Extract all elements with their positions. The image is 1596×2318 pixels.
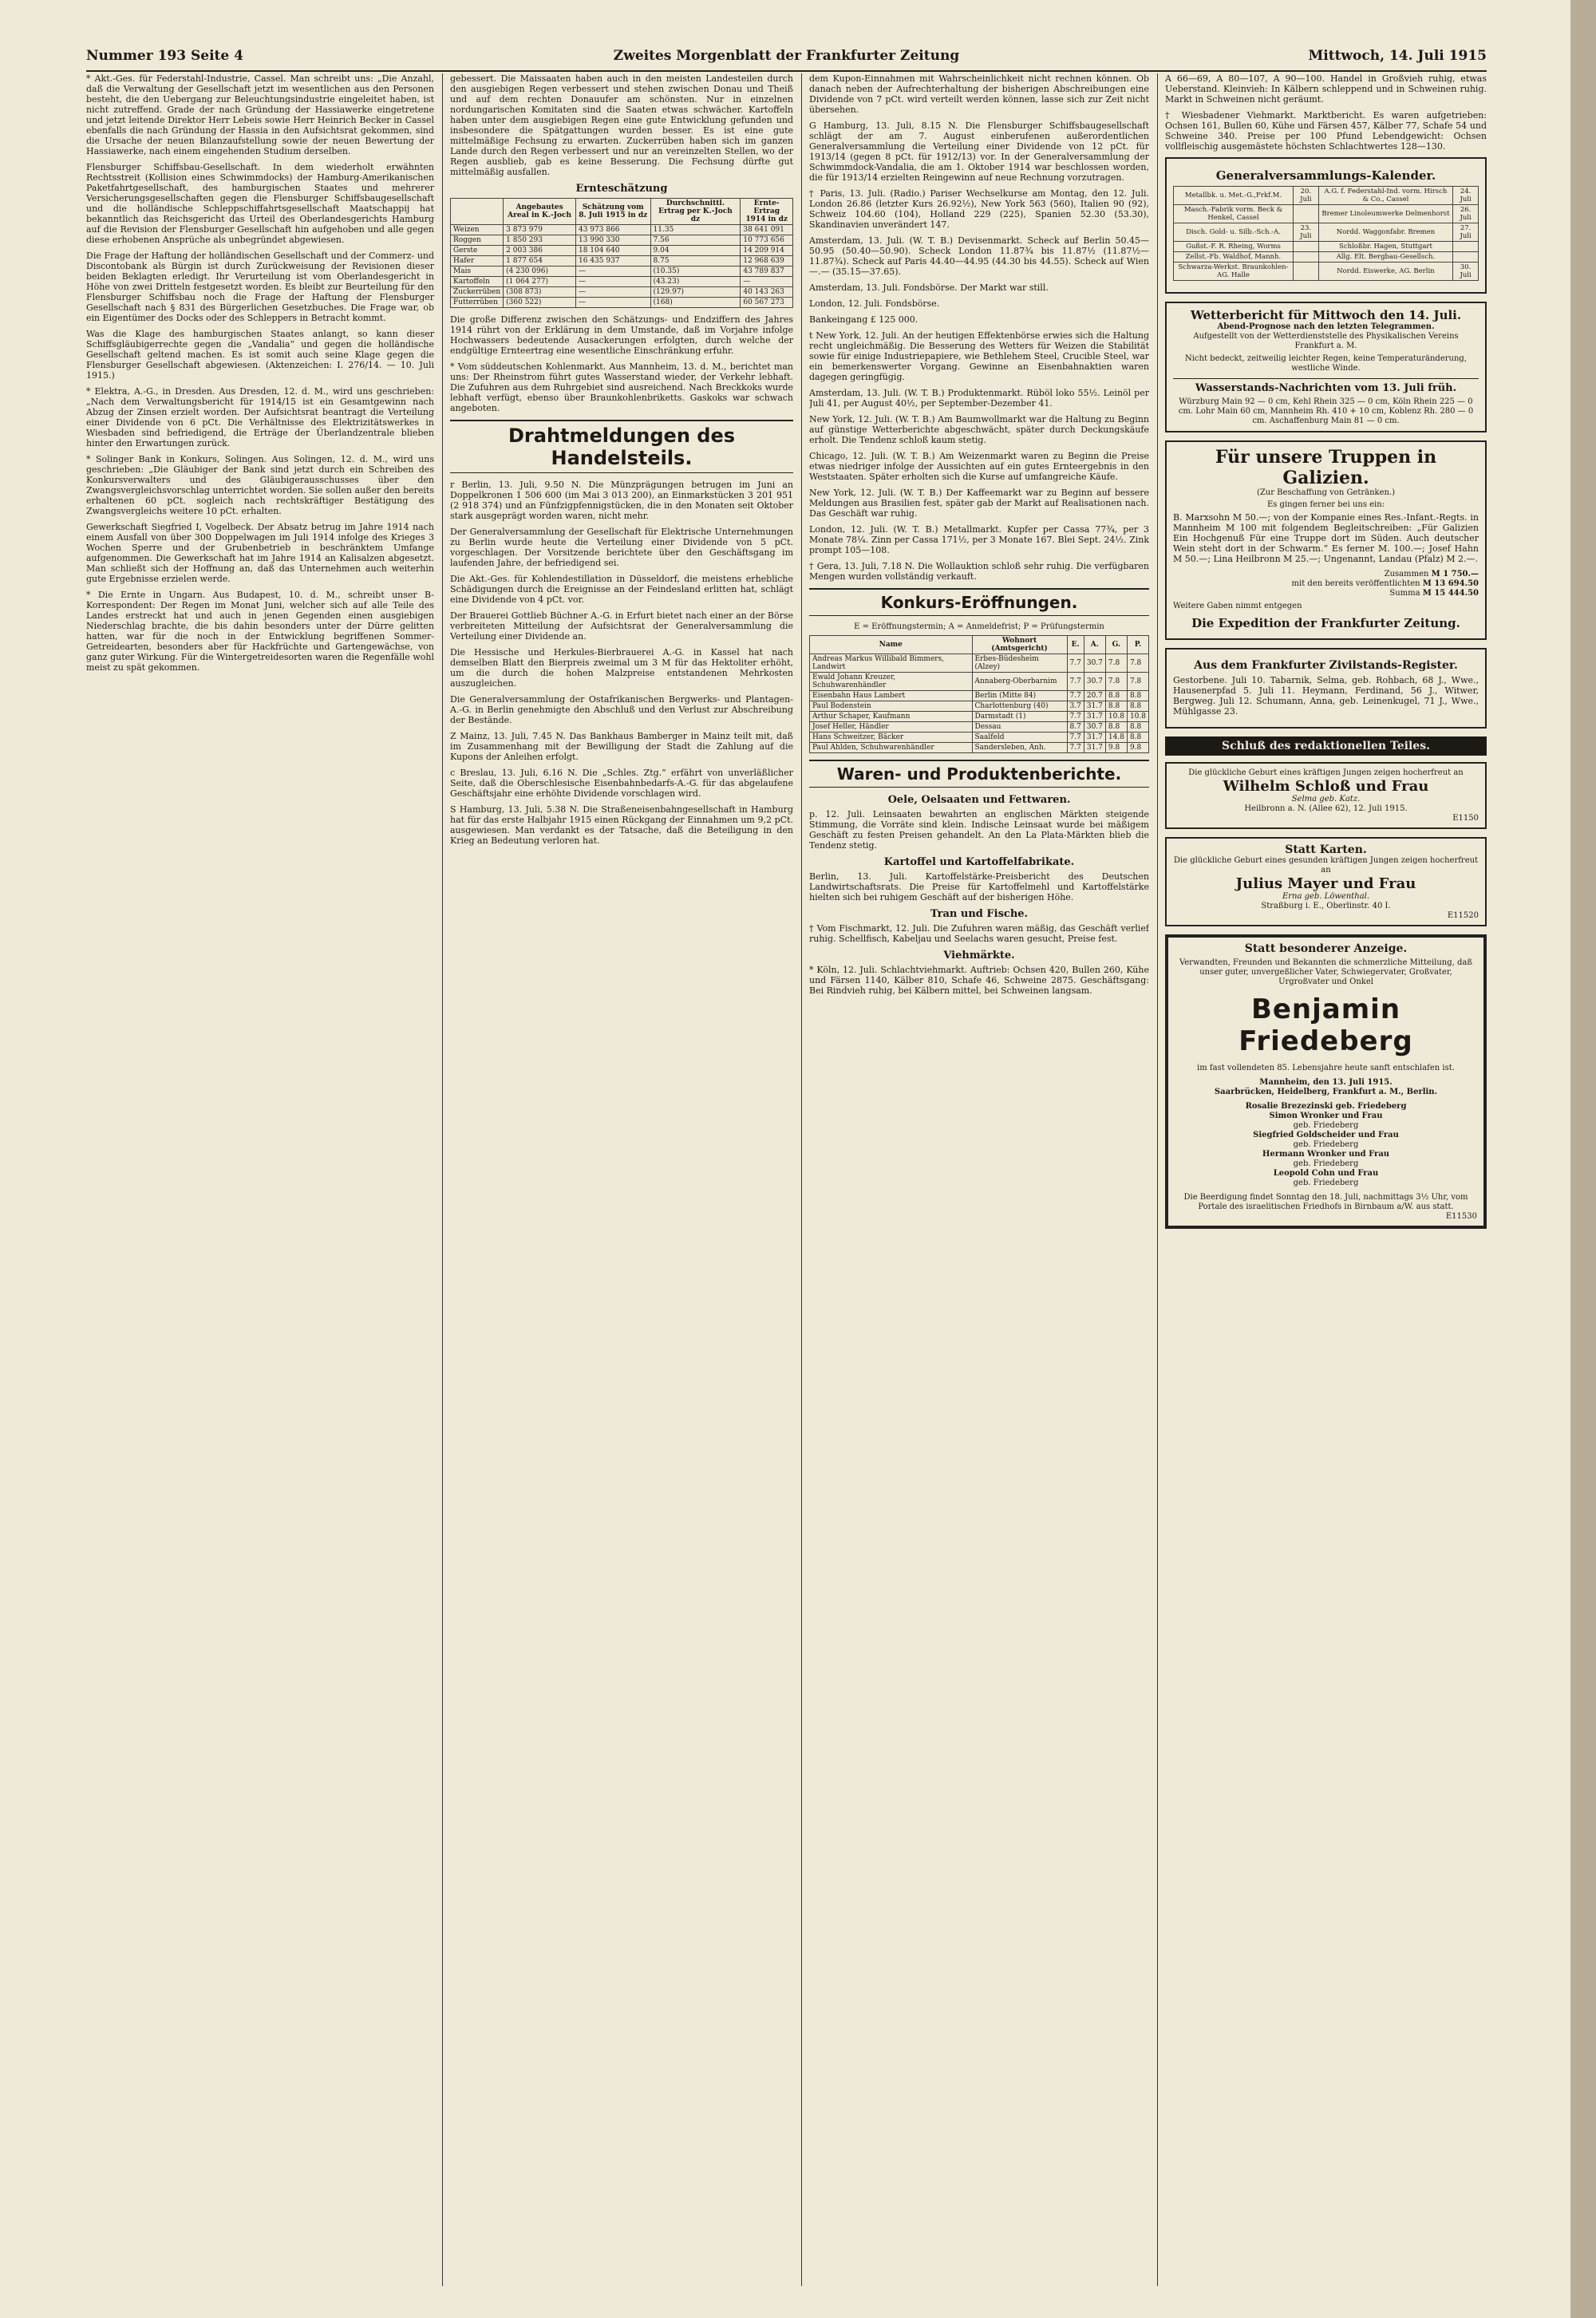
konkurs-legend: E = Eröffnungstermin; A = Anmeldefrist; P = Prüfungstermin: [854, 622, 1104, 631]
table-cell: 7.7: [1067, 691, 1084, 701]
column-rule: [442, 73, 443, 2286]
harvest-table-title: Ernteschätzung: [575, 183, 668, 195]
table-cell: 11.35: [650, 225, 741, 235]
table-row: [810, 733, 1149, 743]
gv-calendar-table: [1173, 186, 1479, 281]
table-row: [1174, 242, 1479, 252]
column-rule: [801, 73, 802, 2286]
wire-bankeingang: Bankeingang £ 125 000.: [809, 314, 918, 325]
table-cell: 20. Juli: [1293, 187, 1318, 205]
wire-london-metall: London, 12. Juli. (W. T. B.) Metallmarkt. Kupfer per Cassa 77¾, per 3 Monate 78¼. Zinn per Cassa 171½, per 3 Monate 167. Blei Sept. 24½. Zink prompt 105—108.: [809, 524, 1149, 555]
table-cell: Disch. Gold- u. Silb.-Sch.-A.: [1174, 223, 1294, 242]
table-row: [1174, 223, 1479, 242]
table-header-cell: Durchschnittl. Ertrag per K.-Joch dz: [650, 199, 741, 225]
ad1-name2: Selma geb. Katz.: [1291, 795, 1361, 804]
table-cell: 1 850 293: [504, 235, 576, 246]
table-cell: Sandersleben, Anh.: [972, 743, 1067, 753]
table-header-cell: Wohnort (Amtsgericht): [972, 636, 1067, 654]
table-cell: (10.35): [650, 267, 741, 277]
table-cell: 8.8: [1105, 691, 1127, 701]
table-cell: 8.8: [1127, 701, 1148, 712]
wire-ostafrika: Die Generalversammlung der Ostafrikanischen Bergwerks- und Plantagen-A.-G. in Berlin genehmigte den Abschluß und den Verlust zur Abschreibung der Bestände.: [450, 694, 793, 725]
table-cell: (4 230 096): [504, 267, 576, 277]
ad1-text: Die glückliche Geburt eines kräftigen Jungen zeigen hocherfreut an: [1188, 768, 1464, 777]
masthead: Zweites Morgenblatt der Frankfurter Zeitung: [613, 48, 960, 64]
table-cell: Darmstadt (1): [972, 712, 1067, 722]
table-cell: Zuckerrüben: [451, 287, 504, 298]
weather-subtitle: Abend-Prognose nach den letzten Telegrammen.: [1217, 322, 1435, 331]
report-vieh-cont: A 66—69, A 80—107, A 90—100. Handel in Großvieh ruhig, etwas Ueberstand. Kleinvieh: In Kälbern schleppend und in Schweinen ruhig. Markt in Schweinen nicht geräumt.: [1165, 73, 1487, 105]
table-cell: 14.8: [1105, 733, 1127, 743]
column-3: [809, 73, 1149, 2286]
table-row: [451, 298, 793, 308]
ad3-funeral: Die Beerdigung findet Sonntag den 18. Juli, nachmittags 3½ Uhr, vom Portale des israelitischen Friedhofs in Birnbaum a/W. aus statt.: [1183, 1193, 1468, 1211]
table-row: [451, 256, 793, 267]
table-cell: 7.56: [650, 235, 741, 246]
wire-newyork-effekten: t New York, 12. Juli. An der heutigen Effektenbörse erwies sich die Haltung recht ungleichmäßig. Die Besserung des Wetters für Weizen die Stabilität sowie für einige Industriepapiere, wie Bethlehem Steel, Crucible Steel, war ein bemerkenswerter Vorgang. Gewinne an Eisenbahnaktien waren dagegen geringfügig.: [809, 330, 1149, 382]
table-cell: 31.7: [1084, 733, 1105, 743]
article-ernte-note: Die große Differenz zwischen den Schätzungs- und Endziffern des Jahres 1914 rührt von der Erklärung in dem Umstande, daß im Vorjahre infolge Hochwassers bedeutende Ausackerungen erfolgten, durch welche der endgültige Ernteertrag eine wesentliche Einschränkung erfuhr.: [450, 314, 793, 356]
table-cell: —: [575, 287, 650, 298]
table-cell: [1293, 242, 1318, 252]
table-cell: Bremer Linoleumwerke Delmenhorst: [1318, 205, 1453, 223]
table-cell: 1 877 654: [504, 256, 576, 267]
table-cell: Mais: [451, 267, 504, 277]
civil-register-text: Gestorbene. Juli 10. Tabarnik, Selma, geb. Rohbach, 68 J., Wwe., Hausenerpfad 5. Juli 11. Heymann, Ferdinand, 56 J., Witwer, Bergweg. Juli 12. Schumann, Anna, geb. Leinenkugel, 71 J., Wwe., Mühlgasse 23.: [1173, 675, 1479, 717]
column-2: [450, 73, 793, 2286]
page-edge: [1570, 0, 1596, 2318]
ad3-cities: Saarbrücken, Heidelberg, Frankfurt a. M., Berlin.: [1214, 1088, 1438, 1096]
table-cell: (1 064 277): [504, 277, 576, 287]
table-row: [451, 225, 793, 235]
table-cell: 24. Juli: [1453, 187, 1479, 205]
table-cell: [1293, 252, 1318, 263]
table-row: [451, 246, 793, 256]
section-drahtmeldungen: Drahtmeldungen des Handelsteils.: [450, 420, 793, 473]
section-konkurs: Konkurs-Eröffnungen.: [809, 588, 1149, 616]
troops-prev: M 13 694.50: [1422, 579, 1479, 588]
troops-box: [1165, 440, 1487, 640]
table-cell: 8.8: [1105, 701, 1127, 712]
table-cell: Josef Heller, Händler: [810, 722, 973, 733]
table-cell: 12 968 639: [741, 256, 793, 267]
ad2-place: Straßburg i. E., Oberlinstr. 40 I.: [1261, 902, 1391, 910]
ad3-age: im fast vollendeten 85. Lebensjahre heute sanft entschlafen ist.: [1197, 1064, 1455, 1072]
table-cell: Roggen: [451, 235, 504, 246]
water-text: Würzburg Main 92 — 0 cm, Kehl Rhein 325 — 0 cm, Köln Rhein 225 — 0 cm. Lohr Main 60 cm, Mannheim Rh. 410 + 10 cm, Koblenz Rh. 280 — 0 cm. Aschaffenburg Main 81 — 0 cm.: [1178, 397, 1474, 425]
ad2-name1: Julius Mayer und Frau: [1235, 875, 1416, 892]
table-cell: Paul Ahlden, Schuhwarenhändler: [810, 743, 973, 753]
table-cell: 26. Juli: [1453, 205, 1479, 223]
table-cell: [1453, 242, 1479, 252]
report-kartoffel: Berlin, 13. Juli. Kartoffelstärke-Preisbericht des Deutschen Landwirtschaftsrats. Die Preise für Kartoffelmehl und Kartoffelstärke hielten sich bei ruhigem Geschäft auf der bisherigen Höhe.: [809, 871, 1149, 902]
table-header-row: [810, 636, 1149, 654]
article-siegfried: Gewerkschaft Siegfried I, Vogelbeck. Der Absatz betrug im Jahre 1914 nach einem Ausfall von über 300 Doppelwagen im Juli 1914 infolge des Krieges 3 Wochen Sperre und der Grubenbetrieb in beschränktem Umfange aufgenommen. Die Gewerkschaft hat im Jahre 1914 an Kalisalzen abgesetzt. Man schließt sich der Hoffnung an, daß das Unternehmen auch weiterhin gute Ergebnisse erzielen werde.: [86, 522, 434, 584]
family-member: geb. Friedeberg: [1293, 1140, 1359, 1149]
table-cell: 27. Juli: [1453, 223, 1479, 242]
table-cell: Gerste: [451, 246, 504, 256]
table-cell: Gußst.-F. R. Rheing, Worms: [1174, 242, 1294, 252]
wire-buechner: Der Brauerei Gottlieb Büchner A.-G. in Erfurt bietet nach einer an der Börse verbreiteten Mitteilung der Aufsichtsrat der Generalversammlung die Verteilung einer Dividende an.: [450, 610, 793, 642]
table-cell: 7.7: [1067, 733, 1084, 743]
table-cell: 10.8: [1105, 712, 1127, 722]
table-cell: —: [575, 267, 650, 277]
wire-mainz: Z Mainz, 13. Juli, 7.45 N. Das Bankhaus Bamberger in Mainz teilt mit, daß im Zusammenhang mit der Bewilligung der Stadt die Zahlung auf die Kupons der Anleihen erfolgt.: [450, 731, 793, 762]
table-cell: 7.8: [1127, 654, 1148, 673]
table-cell: 9.04: [650, 246, 741, 256]
table-row: [810, 712, 1149, 722]
family-member: Leopold Cohn und Frau: [1273, 1169, 1379, 1178]
table-cell: 43 973 866: [575, 225, 650, 235]
editorial-end-bar: Schluß des redaktionellen Teiles.: [1165, 736, 1487, 756]
table-cell: Hans Schweitzer, Bäcker: [810, 733, 973, 743]
table-cell: 7.8: [1105, 654, 1127, 673]
weather-title: Wetterbericht für Mittwoch den 14. Juli.: [1190, 308, 1462, 322]
weather-text: Nicht bedeckt, zeitweilig leichter Regen, keine Temperaturänderung, westliche Winde.: [1184, 354, 1467, 373]
wire-newyork-baumwolle: New York, 12. Juli. (W. T. B.) Am Baumwollmarkt war die Haltung zu Beginn auf günstige Wetterberichte abgeschwächt, später durch Deckungskäufe erholt. Die Tendenz schloß kaum stetig.: [809, 414, 1149, 445]
table-cell: 31.7: [1084, 701, 1105, 712]
table-cell: Paul Bodenstein: [810, 701, 973, 712]
table-cell: 8.8: [1105, 722, 1127, 733]
table-cell: Annaberg-Oberbarnim: [972, 673, 1067, 691]
table-cell: (308 873): [504, 287, 576, 298]
table-cell: 9.8: [1105, 743, 1127, 753]
ad3-code: E11530: [1445, 1212, 1477, 1221]
table-cell: Charlottenburg (40): [972, 701, 1067, 712]
wire-berlin-elektr: Der Generalversammlung der Gesellschaft für Elektrische Unternehmungen zu Berlin wurde heute die Verteilung einer Dividende von 5 pCt. vorgeschlagen. Der Vorsitzende berichtete über den Geschäftsgang im laufenden Jahre, der befriedigend sei.: [450, 527, 793, 568]
table-cell: (360 522): [504, 298, 576, 308]
table-cell: [1293, 263, 1318, 281]
sub-tran: Tran und Fische.: [930, 908, 1029, 920]
table-cell: 8.75: [650, 256, 741, 267]
table-cell: 18 104 640: [575, 246, 650, 256]
wire-gera: † Gera, 13. Juli, 7.18 N. Die Wollauktion schloß sehr ruhig. Die verfügbaren Mengen wurden vollständig verkauft.: [809, 561, 1149, 582]
table-header-cell: Name: [810, 636, 973, 654]
table-row: [810, 654, 1149, 673]
ad2-text: Die glückliche Geburt eines gesunden kräftigen Jungen zeigen hocherfreut an: [1173, 856, 1479, 875]
table-cell: Berlin (Mitte 84): [972, 691, 1067, 701]
article-kohlenmarkt: * Vom süddeutschen Kohlenmarkt. Aus Mannheim, 13. d. M., berichtet man uns: Der Rheinstrom führt gutes Wasserstand wieder, der Verkehr lebhaft. Die Zufuhren aus dem Ruhrgebiet sind ausreichend. Nach Breckkoks wurde lebhaft verfügt, ebenso über Braunkohlenbriketts. Gaskoks war schwach angeboten.: [450, 361, 793, 413]
table-cell: 31.7: [1084, 743, 1105, 753]
article-solinger-bank: * Solinger Bank in Konkurs, Solingen. Aus Solingen, 12. d. M., wird uns geschrieben: „Die Gläubiger der Bank sind jetzt durch ein Schreiben des Konkursverwalters und des Gläubigerausschusses über den Zwangsvergleichsvorschlag unterrichtet worden. Sie sollen außer den bereits erhaltenen 60 pCt. sogleich nach rechtskräftiger Bestätigung des Zwangsvergleichs weitere 10 pCt. erhalten.: [86, 454, 434, 516]
table-row: [810, 743, 1149, 753]
table-cell: 7.8: [1105, 673, 1127, 691]
table-row: [451, 287, 793, 298]
wire-amsterdam-fonds: Amsterdam, 13. Juli. Fondsbörse. Der Markt war still.: [809, 282, 1049, 293]
article-flensburger-3: Was die Klage des hamburgischen Staates anlangt, so kann dieser Schiffsgläubigerrechte gegen die „Vandalia“ und gegen die holländische Gesellschaft geltend machen. Es ist somit auch seine Klage gegen die Flensburger Gesellschaft abgewiesen. (Aktenzeichen: I. 276/14. — 10. Juli 1915.): [86, 329, 434, 381]
table-cell: Masch.-Fabrik vorm. Beck & Henkel, Cassel: [1174, 205, 1294, 223]
article-federstahl: * Akt.-Ges. für Federstahl-Industrie, Cassel. Man schreibt uns: „Die Anzahl, daß die Verwaltung der Gesellschaft jetzt im wesentlichen aus den Personen besteht, die den Uebergang zur Beleuchtungsindustrie eingeleitet haben, ist nicht zutreffend. Grade der nach Gründung der Hassiawerke eingetretene und jetzt leitende Direktor Herr Lebeis sowie Herr Heinrich Becker in Cassel ebenfalls die nach Gründung der Hassia in den Aufsichtsrat gekommen, sind die Ursache der neuen Bilanzaufstellung sowie der neuen Bewertung der Hassiawerke, nach einem eingehenden Studium derselben.: [86, 73, 434, 156]
wire-london-fonds: London, 12. Juli. Fondsbörse.: [809, 298, 940, 309]
table-cell: 10.8: [1127, 712, 1148, 722]
table-cell: 23. Juli: [1293, 223, 1318, 242]
troops-title: Für unsere Truppen in Galizien.: [1215, 447, 1437, 488]
table-cell: Eisenbahn Haus Lambert: [810, 691, 973, 701]
table-cell: 14 209 914: [741, 246, 793, 256]
table-cell: Futterrüben: [451, 298, 504, 308]
table-row: [1174, 187, 1479, 205]
table-cell: 7.7: [1067, 673, 1084, 691]
troops-sum: M 15 444.50: [1422, 589, 1479, 598]
ad2-name2: Erna geb. Löwenthal.: [1282, 892, 1370, 901]
table-cell: 43 789 837: [741, 267, 793, 277]
article-ernte-ungarn: * Die Ernte in Ungarn. Aus Budapest, 10. d. M., schreibt unser B-Korrespondent: Der Regen im Monat Juni, welcher sich auf alle Teile des Landes erstreckt hat und auch in jenen Gegenden einen ausgiebigen Niederschlag brachte, die bis dahin besonders unter der Dürre gelitten hatten, war für die noch in der Entwicklung begriffenen Sommer-Getreidearten, besonders aber für Hackfrüchte und Gartengewächse, von ganz guter Wirkung. Für die Wintergetreidesorten waren die Regenfälle wohl meist zu spät gekommen.: [86, 590, 434, 673]
ad3-place: Mannheim, den 13. Juli 1915.: [1259, 1078, 1393, 1087]
column-1: [86, 73, 434, 2286]
table-header-cell: A.: [1084, 636, 1105, 654]
wire-hamburg: S Hamburg, 13. Juli, 5.38 N. Die Straßeneisenbahngesellschaft in Hamburg hat für das erste Halbjahr 1915 einen Rückgang der Einnahmen um 9,2 pCt. ausgewiesen. Man verdankt es der Tatsache, daß die Beteiligung in den Krieg an Bedeutung verloren hat.: [450, 804, 793, 846]
table-cell: 3 873 979: [504, 225, 576, 235]
civil-register-title: Aus dem Frankfurter Zivilstands-Register.: [1194, 659, 1458, 672]
table-cell: 3.7: [1067, 701, 1084, 712]
table-cell: 30.7: [1084, 654, 1105, 673]
family-member: Hermann Wronker und Frau: [1262, 1150, 1390, 1159]
troops-intro: Es gingen ferner bei uns ein:: [1266, 500, 1385, 509]
table-cell: Nordd. Eiswerke, AG. Berlin: [1318, 263, 1453, 281]
article-elektra: * Elektra, A.-G., in Dresden. Aus Dresden, 12. d. M., wird uns geschrieben: „Nach dem Verwaltungsbericht für 1914/15 ist ein Gesamtgewinn nach Abzug der Zinsen erzielt worden. Der Aufsichtsrat beantragt die Verteilung einer Dividende von 6 pCt. Die Verhältnisse des Elektrizitätswerkes in Wiesbaden sind befriedigend, die Erträge der Überlandzentrale blieben hinter den Erwartungen zurück.: [86, 386, 434, 448]
table-cell: 7.7: [1067, 743, 1084, 753]
wire-berlin-muenz: r Berlin, 13. Juli, 9.50 N. Die Münzprägungen betrugen im Juni an Doppelkronen 1 506 600 (im Mai 3 013 200), an Einmarkstücken 3 201 951 (2 918 374) und an Fünfzigpfennigstücken, die in den Monaten seit Oktober stark ausgeprägt worden waren, nicht mehr.: [450, 480, 793, 521]
sub-kartoffel: Kartoffel und Kartoffelfabrikate.: [883, 856, 1075, 868]
article-flensburger: Flensburger Schiffsbau-Gesellschaft. In dem wiederholt erwähnten Rechtsstreit (Kollision eines Schwimmdocks) der Hamburg-Amerikanischen Paketfahrtgesellschaft, des hamburgischen Staates und mehrerer Versicherungsgesellschaften gegen die Flensburger Schiffsbaugesellschaft und die holländische Schleppschiffahrtsgesellschaft Maatschappij hat bekanntlich das Reichsgericht das Urteil des Oberlandesgerichts Hamburg auf die Revision der Flensburger Gesellschaft hin aufgehoben und alle gegen diese erhobenen Ansprüche als unbegründet abgewiesen.: [86, 162, 434, 245]
table-header-cell: P.: [1127, 636, 1148, 654]
table-cell: Zellst.-Fb. Waldhof, Mannh.: [1174, 252, 1294, 263]
table-cell: 7.8: [1127, 673, 1148, 691]
table-header-cell: Angebautes Areal in K.-Joch: [504, 199, 576, 225]
table-cell: Ewald Johann Kreuzer, Schuhwarenhändler: [810, 673, 973, 691]
troops-subtitle: (Zur Beschaffung von Getränken.): [1256, 488, 1396, 497]
table-cell: 9.8: [1127, 743, 1148, 753]
ad-death-friedeberg: [1165, 934, 1487, 1229]
family-member: Simon Wronker und Frau: [1269, 1112, 1383, 1120]
article-flensburger-2: Die Frage der Haftung der holländischen Gesellschaft und der Commerz- und Discontobank als Bürgin ist durch Zurückweisung der Revisionen dieser beiden Beklagten erledigt. Ihr Verurteilung ist vom Oberlandesgericht in Höhe von zwei Dritteln festgesetzt worden. Es bleibt zur Beurteilung für den Flensburger Schiffsbau noch die Frage der Haftung der Flensburger Gesellschaft nach § 831 des Bürgerlichen Gesetzbuches. Die Frage war, ob ein Eigentümer des Docks oder des Schleppers in Betracht kommt.: [86, 251, 434, 323]
table-cell: —: [741, 277, 793, 287]
table-cell: 30.7: [1084, 722, 1105, 733]
sub-oele: Oele, Oelsaaten und Fettwaren.: [887, 794, 1071, 806]
table-row: [1174, 205, 1479, 223]
weather-source: Aufgestellt von der Wetterdienststelle des Physikalischen Vereins Frankfurt a. M.: [1193, 332, 1459, 350]
table-cell: (168): [650, 298, 741, 308]
wire-amsterdam-produkte: Amsterdam, 13. Juli. (W. T. B.) Produktenmarkt. Rüböl loko 55½. Leinöl per Juli 41, per August 40½, per September-Dezember 41.: [809, 388, 1149, 409]
table-cell: (43.23): [650, 277, 741, 287]
gv-calendar: [1165, 157, 1487, 294]
troops-total: M 1 750.—: [1431, 570, 1479, 579]
table-header-row: [451, 199, 793, 225]
ad-birth-mayer: [1165, 837, 1487, 926]
table-cell: Kartoffeln: [451, 277, 504, 287]
wire-amsterdam-devisen: Amsterdam, 13. Juli. (W. T. B.) Devisenmarkt. Scheck auf Berlin 50.45—50.95 (50.40—50.90). Scheck London 11.87¾ bis 11.87½ (11.87½—11.87¾). Scheck auf Paris 44.40—44.95 (44.30 bis 44.55). Scheck auf Wien —.— (35.15—37.65).: [809, 235, 1149, 277]
table-cell: Arthur Schaper, Kaufmann: [810, 712, 973, 722]
ad1-place: Heilbronn a. N. (Allee 62), 12. Juli 1915.: [1244, 804, 1408, 813]
table-cell: (129.97): [650, 287, 741, 298]
ad-birth-schloss: [1165, 762, 1487, 829]
wire-cont: dem Kupon-Einnahmen mit Wahrscheinlichkeit nicht rechnen können. Ob danach neben der Aufrechterhaltung der bisherigen Abschreibungen eine Dividende von 7 pCt. wird verteilt werden können, lasse sich zur Zeit nicht übersehen.: [809, 73, 1149, 115]
column-rule: [1157, 73, 1158, 2286]
water-title: Wasserstands-Nachrichten vom 13. Juli früh.: [1173, 378, 1479, 394]
table-cell: 38 641 091: [741, 225, 793, 235]
table-cell: 7.7: [1067, 712, 1084, 722]
table-row: [810, 722, 1149, 733]
ad3-head: Statt besonderer Anzeige.: [1244, 942, 1408, 955]
report-vieh: * Köln, 12. Juli. Schlachtviehmarkt. Auftrieb: Ochsen 420, Bullen 260, Kühe und Färsen 1140, Kälber 810, Schafe 46, Schweine 2875. Geschäftsgang: Bei Rindvieh ruhig, bei Kälbern mittel, bei Schweinen langsam.: [809, 965, 1149, 996]
wire-hamburg-schiffsbau: G Hamburg, 13. Juli, 8.15 N. Die Flensburger Schiffsbaugesellschaft schlägt der am 7. August einberufenen außerordentlichen Generalversammlung die Verteilung einer Dividende von 12 pCt. für 1913/14 (gegen 8 pCt. für 1912/13) vor. In der Generalversammlung der Schwimmdock-Vandalia, die am 1. Oktober 1914 war beschlossen worden, die für 1913/14 erzielten Reingewinn auf neue Rechnung vorzutragen.: [809, 120, 1149, 183]
table-header-cell: G.: [1105, 636, 1127, 654]
table-header-cell: Schätzung vom 8. Juli 1915 in dz: [575, 199, 650, 225]
table-header-cell: E.: [1067, 636, 1084, 654]
table-cell: Weizen: [451, 225, 504, 235]
table-cell: Andreas Markus Willibald Bimmers, Landwirt: [810, 654, 973, 673]
table-cell: Schwarza-Werkst. Braunkohlen-AG. Halle: [1174, 263, 1294, 281]
table-cell: Allg. Elt. Bergbau-Gesellsch.: [1318, 252, 1453, 263]
table-cell: —: [575, 298, 650, 308]
table-cell: 60 567 273: [741, 298, 793, 308]
table-cell: Dessau: [972, 722, 1067, 733]
issue-date: Mittwoch, 14. Juli 1915: [1308, 48, 1487, 64]
table-cell: 16 435 937: [575, 256, 650, 267]
table-row: [451, 235, 793, 246]
table-cell: [1293, 205, 1318, 223]
table-row: [451, 277, 793, 287]
table-row: [810, 701, 1149, 712]
wire-paris: † Paris, 13. Juli. (Radio.) Pariser Wechselkurse am Montag, den 12. Juli. London 26.86 (letzter Kurs 26.92½), New York 563 (560), Italien 90 (92), Schweiz 104.60 (104), Holland 229 (225), Spanien 52.30 (53.30), Skandinavien unverändert 147.: [809, 188, 1149, 230]
table-cell: 7.7: [1067, 654, 1084, 673]
family-member: geb. Friedeberg: [1293, 1179, 1359, 1187]
ad2-code: E11520: [1447, 911, 1479, 920]
table-cell: 8.8: [1127, 691, 1148, 701]
ad3-text: Verwandten, Freunden und Bekannten die schmerzliche Mitteilung, daß unser guter, unvergeßlicher Vater, Schwiegervater, Großvater, Urgroßvater und Onkel: [1179, 958, 1473, 986]
troops-more: Weitere Gaben nimmt entgegen: [1173, 602, 1302, 610]
table-row: [1174, 263, 1479, 281]
troops-sum-label: Summa: [1389, 589, 1420, 598]
family-member: Siegfried Goldscheider und Frau: [1253, 1131, 1399, 1139]
report-oele: p. 12. Juli. Leinsaaten bewahrten an englischen Märkten steigende Stimmung, die Vorräte sind klein. Indische Leinsaat wurde bei mäßigem Geschäft zu festen Preisen gehandelt. An den La Plata-Märkten blieb die Tendenz stetig.: [809, 809, 1149, 851]
wire-kohlendestillation: Die Akt.-Ges. für Kohlendestillation in Düsseldorf, die meistens erhebliche Schädigungen durch die Ereignisse an der Feindesland erlitten hat, schlägt eine Dividende von 4 pCt. vor.: [450, 574, 793, 605]
ad2-head: Statt Karten.: [1285, 843, 1367, 856]
table-cell: 8.7: [1067, 722, 1084, 733]
table-cell: Saalfeld: [972, 733, 1067, 743]
ad3-family-list: [1175, 1102, 1477, 1188]
ad1-code: E1150: [1452, 814, 1479, 823]
table-cell: Schloßbr. Hagen, Stuttgart: [1318, 242, 1453, 252]
table-cell: 30.7: [1084, 673, 1105, 691]
table-cell: Nordd. Waggonfabr. Bremen: [1318, 223, 1453, 242]
harvest-table: [450, 198, 793, 308]
table-cell: 13 990 330: [575, 235, 650, 246]
report-fisch: † Vom Fischmarkt, 12. Juli. Die Zufuhren waren mäßig, das Geschäft verlief ruhig. Schellfisch, Kabeljau und Seelachs waren gesucht, Preise fest.: [809, 923, 1149, 944]
troops-donations: B. Marxsohn M 50.—; von der Kompanie eines Res.-Infant.-Regts. in Mannheim M 100 mit folgendem Begleitschreiben: „Für Galizien Ein Hochgenuß Für eine Truppe dort im Süden. Auch deutscher Wein steht dort in der Schwarm.“ Es ferner M. 100.—; Josef Hahn M 50.—; Lina Heilbronn M 25.—; Ungenannt, Landau (Pfalz) M 2.—.: [1173, 512, 1479, 564]
table-cell: 2 003 386: [504, 246, 576, 256]
report-wiesbaden: † Wiesbadener Viehmarkt. Marktbericht. Es waren aufgetrieben: Ochsen 161, Bullen 60, Kühe und Färsen 457, Kälber 77, Schafe 54 und Schweine 340. Preise per 100 Pfund Lebendgewicht: Ochsen vollfleischig ausgemästete höchsten Schlachtwertes 128—130.: [1165, 110, 1487, 152]
table-cell: 31.7: [1084, 712, 1105, 722]
table-row: [810, 673, 1149, 691]
table-cell: 30. Juli: [1453, 263, 1479, 281]
table-cell: 8.8: [1127, 722, 1148, 733]
troops-total-label: Zusammen: [1384, 570, 1429, 579]
table-cell: Metallbk. u. Met.-G.,Frkf.M.: [1174, 187, 1294, 205]
table-cell: —: [575, 277, 650, 287]
column-4: [1165, 73, 1487, 2286]
troops-prev-label: mit den bereits veröffentlichten: [1291, 579, 1420, 588]
wire-newyork-kaffee: New York, 12. Juli. (W. T. B.) Der Kaffeemarkt war zu Beginn auf bessere Meldungen aus Brasilien fest, später gab der Markt auf Realisationen nach. Das Geschäft war ruhig.: [809, 488, 1149, 519]
table-header-cell: [451, 199, 504, 225]
family-member: Rosalie Brezezinski geb. Friedeberg: [1245, 1102, 1407, 1111]
wire-chicago: Chicago, 12. Juli. (W. T. B.) Am Weizenmarkt waren zu Beginn die Preise etwas niedriger infolge der Aussichten auf ein gutes Ernteergebnis in den Weststaaten. Später erholten sich die Kurse auf umfangreiche Käufe.: [809, 451, 1149, 482]
article-ernte-cont: gebessert. Die Maissaaten haben auch in den meisten Landesteilen durch den ausgiebigen Regen verbessert und stehen zwischen Donau und Theiß und auf dem rechten Donauufer am schönsten. Nur in einzelnen nordungarischen Komitaten sind die Saaten etwas schwächer. Kartoffeln haben unter dem ausgiebigen Regen eine gute Entwicklung gefunden und insbesondere die Spätgattungen wurden besser. Es ist eine gute mittelmäßige Fechsung zu erwarten. Zuckerrüben haben sich im ganzen Lande durch den Regen verbessert und nur an vereinzelten Stellen, wo der Regen ausblieb, gab es keine Besserung. Die Fechsung dürfte gut mittelmäßig ausfallen.: [450, 73, 793, 177]
table-cell: Erbes-Büdesheim (Alzey): [972, 654, 1067, 673]
section-waren: Waren- und Produktenberichte.: [809, 760, 1149, 788]
table-cell: Hafer: [451, 256, 504, 267]
table-cell: A.G. f. Federstahl-Ind. vorm. Hirsch & Co., Cassel: [1318, 187, 1453, 205]
table-cell: [1453, 252, 1479, 263]
family-member: geb. Friedeberg: [1293, 1159, 1359, 1168]
ad3-name: Benjamin Friedeberg: [1238, 993, 1413, 1057]
page-header: [86, 48, 1487, 72]
table-row: [451, 267, 793, 277]
issue-number: Nummer 193 Seite 4: [86, 48, 243, 64]
table-cell: 10 773 656: [741, 235, 793, 246]
ad1-name1: Wilhelm Schloß und Frau: [1223, 778, 1429, 795]
table-row: [810, 691, 1149, 701]
konkurs-table: [809, 635, 1149, 753]
wire-breslau: c Breslau, 13. Juli, 6.16 N. Die „Schles. Ztg.“ erfährt von unverläßlicher Seite, daß die Oberschlesische Eisenbahnbedarfs-A.-G. für das abgelaufene Geschäftsjahr eine erhöhte Dividende vorschlagen wird.: [450, 768, 793, 799]
troops-expedition: Die Expedition der Frankfurter Zeitung.: [1191, 616, 1460, 630]
weather-box: [1165, 302, 1487, 432]
civil-register-box: [1165, 648, 1487, 729]
gv-calendar-title: Generalversammlungs-Kalender.: [1215, 168, 1436, 183]
family-member: geb. Friedeberg: [1293, 1121, 1359, 1130]
wire-hessische: Die Hessische und Herkules-Bierbrauerei A.-G. in Kassel hat nach demselben Blatt den Bierpreis zweimal um 3 M für das Hektoliter erhöht, um die durch die hohen Malzpreise entstandenen Mehrkosten auszugleichen.: [450, 647, 793, 689]
table-cell: 20.7: [1084, 691, 1105, 701]
table-cell: 8.8: [1127, 733, 1148, 743]
table-header-cell: Ernte-Ertrag 1914 in dz: [741, 199, 793, 225]
sub-vieh: Viehmärkte.: [943, 950, 1015, 962]
table-cell: 40 143 263: [741, 287, 793, 298]
table-row: [1174, 252, 1479, 263]
